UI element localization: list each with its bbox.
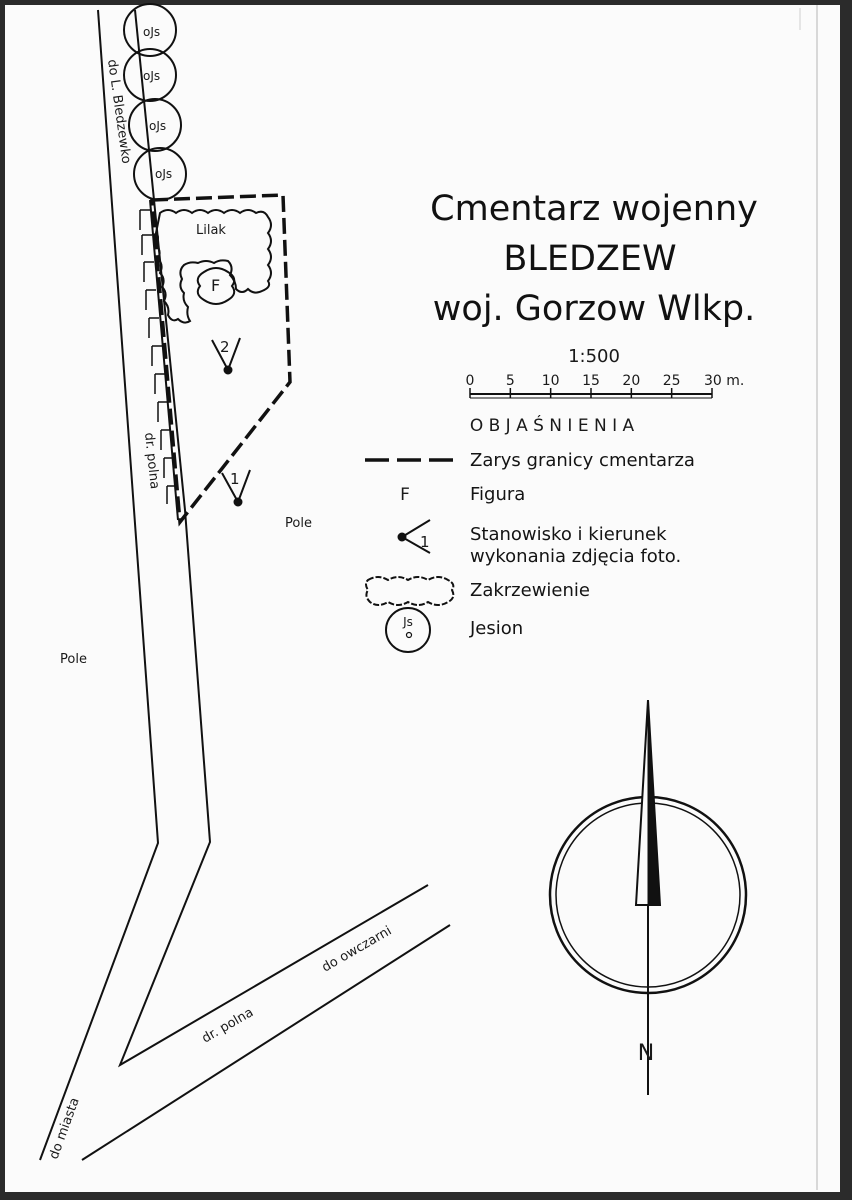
legend-label-photo-station-line1: Stanowisko i kierunek <box>470 524 667 545</box>
ash-tree-label: oJs <box>149 119 167 133</box>
field-label-right: Pole <box>285 516 312 531</box>
ash-tree-label: oJs <box>155 167 173 181</box>
scale-ratio: 1:500 <box>568 346 620 367</box>
legend-heading: O B J A Ś N I E N I A <box>469 416 635 436</box>
ash-tree-label: oJs <box>143 25 161 39</box>
scale-tick-label: 30 m. <box>704 373 745 389</box>
map-title-line1: Cmentarz wojenny <box>430 189 758 229</box>
scale-tick-label: 5 <box>505 373 515 389</box>
scale-tick-label: 25 <box>662 373 681 389</box>
legend-label-shrub: Zakrzewienie <box>470 580 590 601</box>
ash-tree-label: oJs <box>143 69 161 83</box>
road-label-field-road-diagonal: dr. polna <box>199 1005 257 1047</box>
north-label: N <box>637 1041 655 1066</box>
scale-tick-label: 15 <box>582 373 600 389</box>
field-label-left: Pole <box>60 652 87 667</box>
road-label-to-sheepfold: do owczarni <box>319 923 395 976</box>
legend-label-ash-tree: Jesion <box>470 618 524 639</box>
scale-tick-label: 10 <box>541 373 560 389</box>
map-title-line2: BLEDZEW <box>503 239 677 279</box>
legend-label-photo-station-line2: wykonania zdjęcia foto. <box>470 546 682 567</box>
road-label-to-bledzewko: do L. Bledzewko <box>104 58 134 165</box>
road-label-field-road-vertical: dr. polna <box>141 431 162 490</box>
legend-label-figure: Figura <box>470 484 526 505</box>
road-label-to-town: do miasta <box>46 1095 83 1162</box>
legend-ash-tree-code: Js <box>403 615 413 629</box>
legend-symbol-figure: F <box>400 485 410 505</box>
paper <box>5 5 840 1192</box>
scale-tick-label: 20 <box>622 373 641 389</box>
photo-station-1-number: 1 <box>230 470 240 488</box>
map-title-line3: woj. Gorzow Wlkp. <box>432 289 756 329</box>
legend-label-boundary: Zarys granicy cmentarza <box>470 450 695 471</box>
legend-photo-station-number: 1 <box>420 533 430 551</box>
shrub-label-lilac: Lilak <box>196 223 226 238</box>
figure-label: F <box>211 276 221 295</box>
photo-station-2-number: 2 <box>220 338 230 356</box>
scale-tick-label: 0 <box>465 373 475 389</box>
